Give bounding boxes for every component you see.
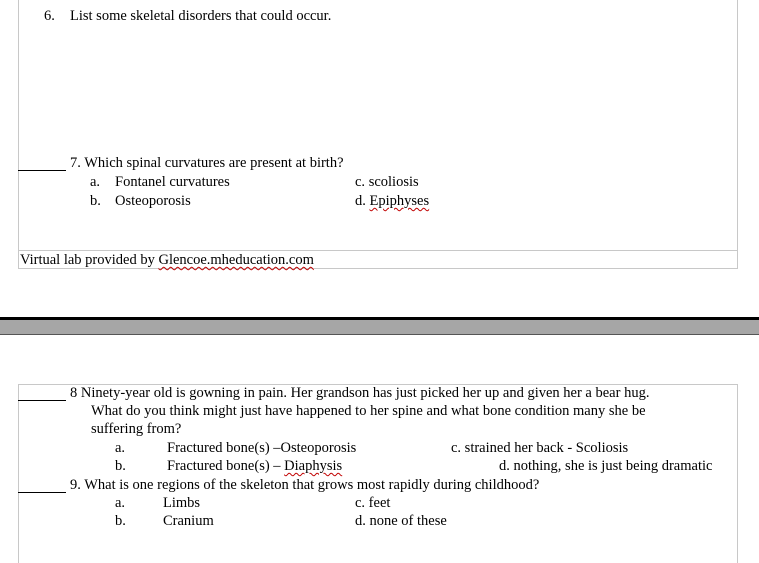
credit-link[interactable]: Glencoe.mheducation.com xyxy=(158,252,314,268)
page-gap xyxy=(0,320,759,334)
q9-answer-blank[interactable] xyxy=(18,492,66,493)
credit-prefix: Virtual lab provided by xyxy=(20,252,159,268)
q7-option-a-letter: a. xyxy=(90,174,101,190)
q7-option-d xyxy=(355,193,429,210)
q7-option-c-text: scoliosis xyxy=(368,174,419,190)
q7-option-b-text: Osteoporosis xyxy=(115,193,191,209)
q8-answer-blank[interactable] xyxy=(18,400,66,401)
q8-question-line-2: What do you think might just have happened to her spine and what bone condition many she be xyxy=(91,403,646,419)
text-boundary-left xyxy=(18,0,19,268)
q8-option-a-letter: a. xyxy=(115,440,126,456)
q9-option-c: c. feet xyxy=(355,495,391,511)
q8-option-b-prefix: Fractured bone(s) – xyxy=(167,458,285,474)
q9-option-a-text: Limbs xyxy=(163,495,201,511)
q9-option-a-letter: a. xyxy=(115,495,126,511)
q8-question-line-3: suffering from? xyxy=(91,421,182,437)
q7-question: 7. Which spinal curvatures are present at birth? xyxy=(70,155,344,171)
q9-question: 9. What is one regions of the skeleton that grows most rapidly during childhood? xyxy=(70,477,540,493)
q7-option-c xyxy=(355,174,419,191)
q7-option-a-text: Fontanel curvatures xyxy=(115,174,230,190)
q7-option-d-letter: d. xyxy=(355,193,366,209)
q8-option-d: d. nothing, she is just being dramatic xyxy=(499,458,713,474)
q7-option-b-letter: b. xyxy=(90,193,101,209)
q7-option-c-letter: c. xyxy=(355,174,366,190)
q9-option-b-letter: b. xyxy=(115,513,126,529)
q8-question-line-1: 8 Ninety-year old is gowning in pain. Her grandson has just picked her up and given her a bear hug. xyxy=(70,385,650,401)
q8-option-b-underlined: Diaphysis xyxy=(284,458,343,474)
page-2-boundary-left xyxy=(18,384,19,563)
q9-option-b-text: Cranium xyxy=(163,513,214,529)
page-gap-bottom-edge xyxy=(0,334,759,335)
q7-option-d-text: Epiphyses xyxy=(369,193,430,209)
page-2-boundary-right xyxy=(737,384,738,563)
q8-option-c: c. strained her back - Scoliosis xyxy=(451,440,629,456)
q7-answer-blank[interactable] xyxy=(18,170,66,171)
q6-number: 6. xyxy=(44,8,55,24)
q8-option-a-text: Fractured bone(s) –Osteoporosis xyxy=(167,440,357,456)
q6-text: List some skeletal disorders that could occur. xyxy=(70,8,332,24)
q9-option-d: d. none of these xyxy=(355,513,447,529)
q8-option-b-text xyxy=(167,458,342,475)
footer-separator xyxy=(18,250,738,251)
text-boundary-right xyxy=(737,0,738,268)
credit-line xyxy=(20,252,314,269)
q8-option-b-letter: b. xyxy=(115,458,126,474)
